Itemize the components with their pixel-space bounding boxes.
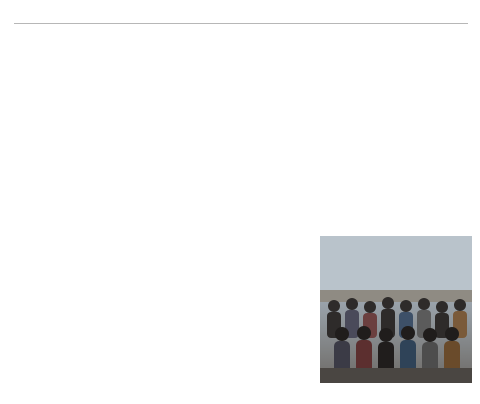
donor-list-top bbox=[14, 29, 474, 239]
class-photo-illustration bbox=[320, 236, 472, 383]
class-photo bbox=[320, 236, 472, 383]
page-footer bbox=[463, 392, 468, 399]
donor-list-class-2010 bbox=[14, 282, 314, 380]
title-rule bbox=[14, 23, 468, 24]
